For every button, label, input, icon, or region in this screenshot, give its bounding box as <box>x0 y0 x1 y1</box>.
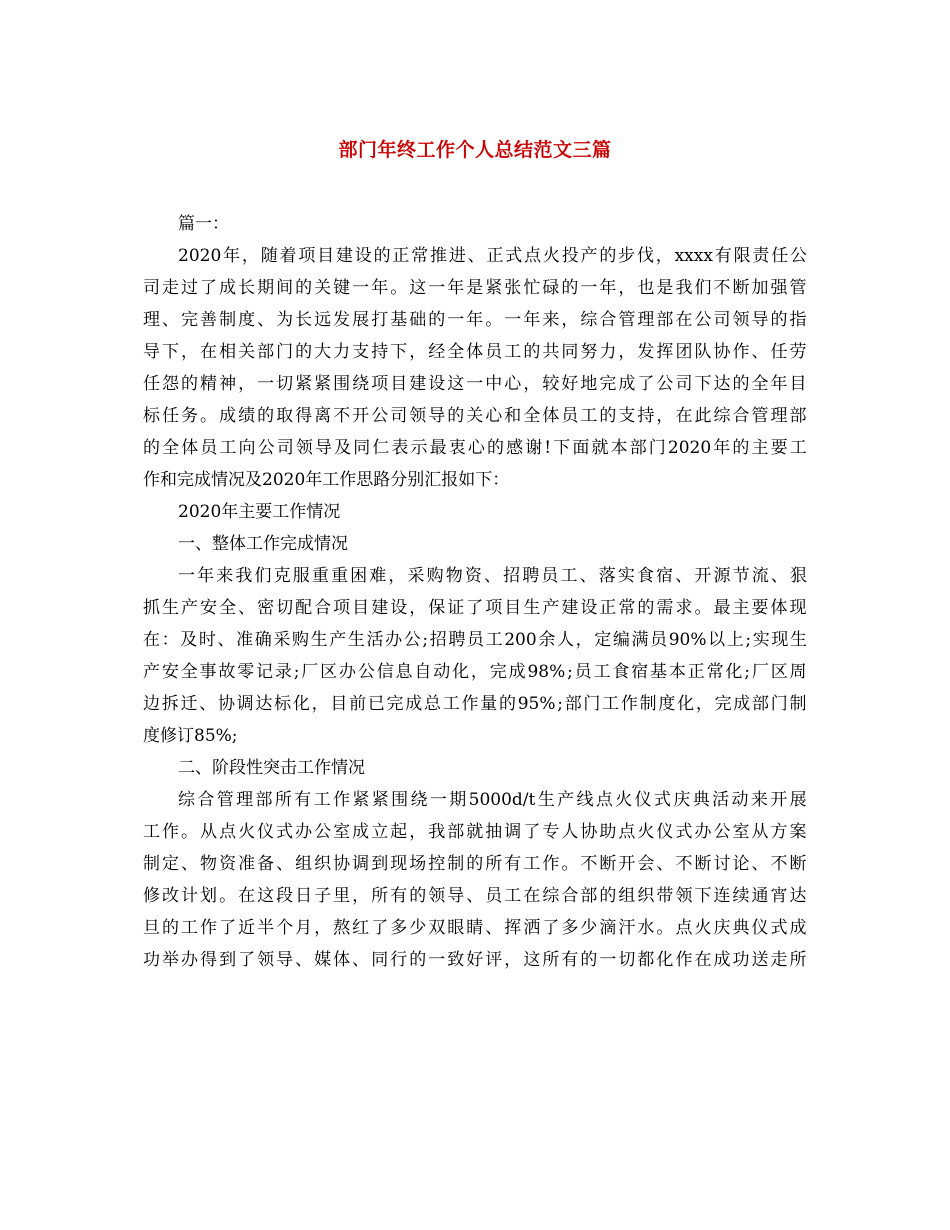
text-line: 综 合 管 理 部 所 有 工 作 紧 紧 围 绕 一 期 5000d/t 生 产 线 点 火 仪 式 庆 典 活 动 来 开 展 <box>178 790 807 810</box>
document-title: 部门年终工作个人总结范文三篇 <box>338 139 612 161</box>
text-line: 2020 年 ， 随 着 项 目 建 设 的 正 常 推 进 、 正 式 点 火 投 产 的 步 伐 ， xxxx 有 限 责 任 公 <box>178 246 807 266</box>
text-line: 导 下 ， 在 相 关 部 门 的 大 力 支 持 下 ， 经 全 体 员 工 的 共 同 努 力 ， 发 挥 团 队 协 作 、 任 劳 <box>143 342 807 362</box>
text-line: 功 举 办 得 到 了 领 导 、 媒 体 、 同 行 的 一 致 好 评 ， 这 所 有 的 一 切 都 化 作 在 成 功 送 走 所 <box>143 950 807 970</box>
text-line: 在 ： 及 时 、 准 确 采 购 生 产 生 活 办 公 ; 招 聘 员 工 200 余 人 ， 定 编 满 员 90% 以 上 ; 实 现 生 <box>143 630 807 650</box>
text-line: 边 拆 迁 、 协 调 达 标 化 ， 目 前 已 完 成 总 工 作 量 的 95% ; 部 门 工 作 制 度 化 ， 完 成 部 门 制 <box>143 694 807 714</box>
text-line: 二、阶段性突击工作情况 <box>178 758 365 778</box>
text-line: 标 任 务 。 成 绩 的 取 得 离 不 开 公 司 领 导 的 关 心 和 全 体 员 工 的 支 持 ， 在 此 综 合 管 理 部 <box>143 406 807 426</box>
document-body <box>143 208 807 976</box>
text-line: 一、整体工作完成情况 <box>178 534 348 554</box>
text-line: 旦 的 工 作 了 近 半 个 月 ， 熬 红 了 多 少 双 眼 睛 、 挥 洒 了 多 少 滴 汗 水 。 点 火 庆 典 仪 式 成 <box>143 918 807 938</box>
text-line: 理 、 完 善 制 度 、 为 长 远 发 展 打 基 础 的 一 年 。 一 年 来 ， 综 合 管 理 部 在 公 司 领 导 的 指 <box>143 310 807 330</box>
text-line: 的 全 体 员 工 向 公 司 领 导 及 同 仁 表 示 最 衷 心 的 感 谢 ! 下 面 就 本 部 门 2020 年 的 主 要 工 <box>143 438 807 458</box>
text-line: 工 作 。 从 点 火 仪 式 办 公 室 成 立 起 ， 我 部 就 抽 调 了 专 人 协 助 点 火 仪 式 办 公 室 从 方 案 <box>143 822 807 842</box>
text-line: 度修订85%; <box>143 726 238 746</box>
text-line: 2020年主要工作情况 <box>178 502 341 522</box>
text-line: 一 年 来 我 们 克 服 重 重 困 难 ， 采 购 物 资 、 招 聘 员 工 、 落 实 食 宿 、 开 源 节 流 、 狠 <box>178 566 807 586</box>
text-line: 司 走 过 了 成 长 期 间 的 关 键 一 年 。 这 一 年 是 紧 张 忙 碌 的 一 年 ， 也 是 我 们 不 断 加 强 管 <box>143 278 807 298</box>
text-line: 作和完成情况及2020年工作思路分别汇报如下： <box>143 470 510 490</box>
text-line: 抓 生 产 安 全 、 密 切 配 合 项 目 建 设 ， 保 证 了 项 目 生 产 建 设 正 常 的 需 求 。 最 主 要 体 现 <box>143 598 807 618</box>
text-line: 篇一： <box>178 214 229 234</box>
text-line: 制 定 、 物 资 准 备 、 组 织 协 调 到 现 场 控 制 的 所 有 工 作 。 不 断 开 会 、 不 断 讨 论 、 不 断 <box>143 854 807 874</box>
text-line: 产 安 全 事 故 零 记 录 ; 厂 区 办 公 信 息 自 动 化 ， 完 成 98% ; 员 工 食 宿 基 本 正 常 化 ; 厂 区 周 <box>143 662 807 682</box>
text-line: 修 改 计 划 。 在 这 段 日 子 里 ， 所 有 的 领 导 、 员 工 在 综 合 部 的 组 织 带 领 下 连 续 通 宵 达 <box>143 886 807 906</box>
text-line: 任 怨 的 精 神 ， 一 切 紧 紧 围 绕 项 目 建 设 这 一 中 心 ， 较 好 地 完 成 了 公 司 下 达 的 全 年 目 <box>143 374 807 394</box>
